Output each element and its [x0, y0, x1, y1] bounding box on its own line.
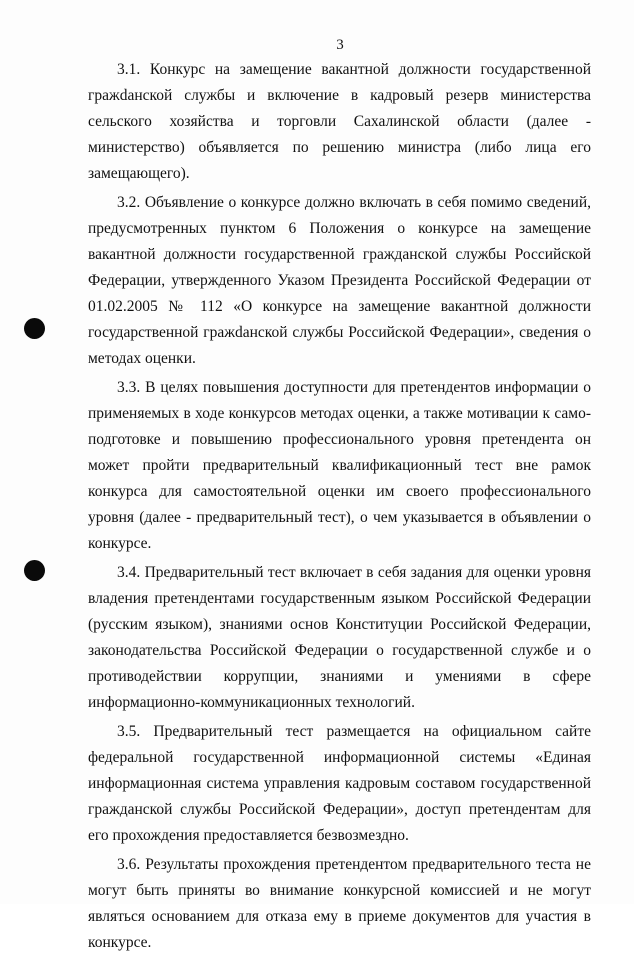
paragraph-3-4: 3.4. Предварительный тест включает в себя задания для оценки уровня владения претендентами государственным языком Российской Федерации (русским языком), знаниями основ Конституции Российской Федерации, законодательства Российской Федерации о государственной службе и о противодействии коррупции, знаниями и умениями в сфере информационно-коммуникационных технологий.	[88, 564, 591, 711]
paragraph-3-3: 3.3. В целях повышения доступности для претендентов информации о применяемых в ходе конкурсов методах оценки, а также мотивации к самоподготовке и повышению профессионального уровня претендента он может пройти предварительный квалификационный тест вне рамок конкурса для самостоятельной оценки им своего профессионального уровня (далее - предварительный тест), о чем указывается в объявлении о конкурсе.	[88, 379, 591, 552]
paragraph-3-2: 3.2. Объявление о конкурсе должно включать в себя помимо сведений, предусмотренных пунктом 6 Положения о конкурсе на замещение вакантной должности государственной гражданской службы Российской Федерации, утвержденного Указом Президента Российской Федерации от 01.02.2005 № 112 «О конкурсе на замещение вакантной должности государственной гражdанской службы Российской Федерации», сведения о методах оценки.	[88, 194, 591, 367]
paragraph-3-6: 3.6. Результаты прохождения претендентом предварительного теста не могут быть приняты во внимание конкурсной комиссией и не могут являться основанием для отказа ему в приеме документов для участия в конкурсе.	[88, 856, 591, 951]
page-number: 3	[336, 37, 344, 53]
document-body	[88, 57, 591, 959]
punch-hole-mark	[24, 560, 45, 581]
punch-hole-mark	[24, 318, 45, 339]
paragraph-3-5: 3.5. Предварительный тест размещается на официальном сайте федеральной государственной информационной системы «Единая информационная система управления кадровым составом государственной гражданской службы Российской Федерации», доступ претендентам для его прохождения предоставляется безвозмездно.	[88, 723, 591, 844]
paragraph-3-1: 3.1. Конкурс на замещение вакантной должности государственной гражdанской службы и включение в кадровый резерв министерства сельского хозяйства и торговли Сахалинской области (далее - министерство) объявляется по решению министра (либо лица его замещающего).	[88, 61, 591, 182]
